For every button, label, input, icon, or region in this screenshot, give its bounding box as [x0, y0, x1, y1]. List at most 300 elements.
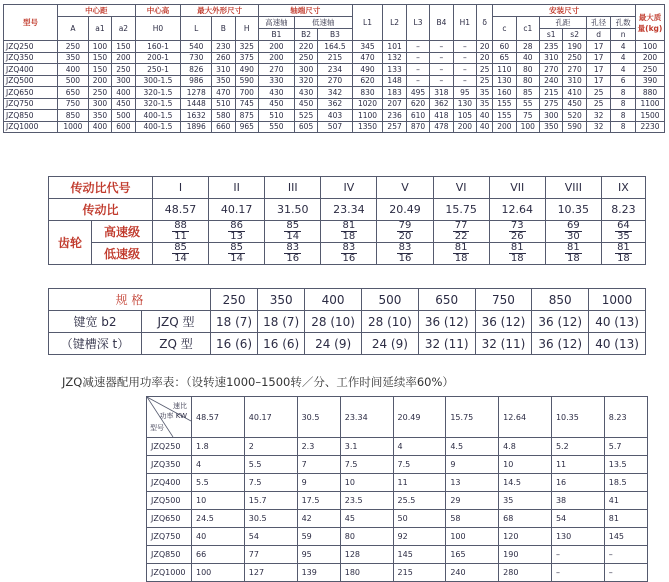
value-cell: 350: [212, 75, 235, 87]
ratio-value: 31.50: [265, 199, 321, 221]
power-cell: 11: [393, 474, 446, 492]
model-cell: JZQ500: [147, 492, 192, 510]
zq-value: 32 (11): [475, 333, 532, 355]
fraction: [397, 221, 414, 242]
value-cell: 148: [383, 75, 406, 87]
model-cell: JZQ500: [4, 75, 58, 87]
value-cell: 450: [112, 98, 135, 110]
high-gear-fraction: [321, 221, 377, 243]
table-row: [4, 52, 665, 64]
key-table: [48, 288, 646, 355]
value-cell: 215: [540, 87, 563, 99]
power-cell: 10: [340, 474, 393, 492]
ratio-header: 48.57: [192, 397, 245, 438]
ratio-code-label: 传动比代号: [49, 177, 153, 199]
value-cell: 236: [383, 110, 406, 122]
power-cell: 25.5: [393, 492, 446, 510]
fraction-numerator: 83: [398, 242, 412, 253]
value-cell: 133: [383, 64, 406, 76]
fraction: [397, 243, 414, 264]
value-cell: 870: [406, 121, 429, 133]
fraction: [228, 221, 245, 242]
value-cell: 65: [493, 52, 516, 64]
zq-value: 24 (9): [362, 333, 419, 355]
header-max-dims: 最大外形尺寸: [181, 5, 259, 17]
value-cell: –: [406, 75, 429, 87]
spec-value: 1000: [589, 289, 646, 311]
power-cell: 127: [244, 564, 297, 582]
value-cell: 95: [453, 87, 476, 99]
key-width-label: 键宽 b2: [49, 311, 142, 333]
value-cell: 250: [112, 64, 135, 76]
model-cell: JZQ750: [147, 528, 192, 546]
fraction-denominator: 16: [286, 253, 300, 264]
value-cell: 1896: [181, 121, 212, 133]
value-cell: 875: [235, 110, 258, 122]
value-cell: 32: [586, 121, 610, 133]
model-cell: JZQ850: [4, 110, 58, 122]
value-cell: 25: [477, 75, 493, 87]
model-cell: JZQ250: [147, 438, 192, 456]
power-cell: 92: [393, 528, 446, 546]
ratio-code: V: [377, 177, 433, 199]
value-cell: 750: [58, 98, 89, 110]
ratio-value: 48.57: [153, 199, 209, 221]
corner-power-text: 功率: [159, 412, 174, 420]
value-cell: 1278: [181, 87, 212, 99]
value-cell: 350: [88, 110, 111, 122]
value-cell: 17: [586, 41, 610, 53]
value-cell: 270: [540, 64, 563, 76]
value-cell: 300: [540, 110, 563, 122]
power-cell: –: [604, 546, 647, 564]
value-cell: 550: [258, 121, 294, 133]
value-cell: 700: [235, 87, 258, 99]
power-cell: 95: [297, 546, 340, 564]
header-center-distance: 中心距: [58, 5, 136, 17]
fraction: [453, 221, 470, 242]
power-cell: 5.5: [192, 474, 245, 492]
header-a2: a2: [112, 17, 135, 41]
corner-power-label: [160, 411, 188, 421]
header-L2: L2: [383, 5, 406, 41]
value-cell: 100: [636, 41, 665, 53]
power-cell: –: [551, 564, 604, 582]
value-cell: 101: [383, 41, 406, 53]
value-cell: 490: [235, 64, 258, 76]
model-cell: JZQ400: [147, 474, 192, 492]
power-cell: 66: [192, 546, 245, 564]
value-cell: 520: [563, 110, 586, 122]
table-row: [4, 75, 665, 87]
power-cell: 24.5: [192, 510, 245, 528]
value-cell: 1020: [352, 98, 383, 110]
value-cell: 320-1.5: [135, 98, 181, 110]
fraction-numerator: 81: [342, 220, 356, 231]
value-cell: 730: [181, 52, 212, 64]
header-H: H: [235, 17, 258, 41]
value-cell: 130: [453, 98, 476, 110]
value-cell: 325: [235, 41, 258, 53]
value-cell: 105: [453, 110, 476, 122]
header-delta: δ: [477, 5, 493, 41]
power-cell: 17.5: [297, 492, 340, 510]
fraction-denominator: 18: [617, 253, 630, 264]
header-L1: L1: [352, 5, 383, 41]
value-cell: 470: [352, 52, 383, 64]
header-L3: L3: [406, 5, 429, 41]
value-cell: –: [430, 75, 453, 87]
value-cell: 610: [406, 110, 429, 122]
value-cell: 430: [294, 87, 317, 99]
fraction-numerator: 85: [230, 242, 244, 253]
power-cell: 68: [499, 510, 552, 528]
jzq-value: 40 (13): [589, 311, 646, 333]
power-cell: 40: [192, 528, 245, 546]
fraction: [228, 243, 245, 264]
model-cell: JZQ850: [147, 546, 192, 564]
high-gear-fraction: [377, 221, 433, 243]
table-row: [147, 510, 648, 528]
low-gear-fraction: [321, 243, 377, 265]
header-L: L: [181, 17, 212, 41]
value-cell: 80: [516, 75, 539, 87]
power-cell: 139: [297, 564, 340, 582]
spec-value: 400: [305, 289, 362, 311]
power-cell: 240: [446, 564, 499, 582]
power-cell: 145: [604, 528, 647, 546]
value-cell: 2230: [636, 121, 665, 133]
fraction-numerator: 73: [510, 220, 524, 231]
header-B: B: [212, 17, 235, 41]
header-hole-distance: 孔距: [540, 17, 587, 29]
power-cell: 10: [499, 456, 552, 474]
header-center-height: 中心高: [135, 5, 181, 17]
zq-value: 36 (12): [532, 333, 589, 355]
ratio-header: 40.17: [244, 397, 297, 438]
value-cell: 183: [383, 87, 406, 99]
power-cell: 54: [244, 528, 297, 546]
power-cell: 11: [551, 456, 604, 474]
value-cell: 40: [516, 52, 539, 64]
dimensions-table: [3, 4, 665, 133]
value-cell: 745: [235, 98, 258, 110]
value-cell: 525: [294, 110, 317, 122]
fraction: [284, 243, 301, 264]
power-table-corner: [147, 397, 192, 438]
power-cell: 100: [192, 564, 245, 582]
fraction-denominator: 14: [230, 253, 244, 264]
power-cell: 18.5: [604, 474, 647, 492]
header-n: n: [611, 29, 636, 41]
fraction: [453, 243, 470, 264]
value-cell: 130: [493, 75, 516, 87]
fraction-denominator: 18: [454, 253, 468, 264]
value-cell: 430: [258, 87, 294, 99]
power-cell: 5.5: [244, 456, 297, 474]
value-cell: 155: [493, 98, 516, 110]
spec-value: 750: [475, 289, 532, 311]
power-cell: 4: [393, 438, 446, 456]
header-B2: B2: [294, 29, 317, 41]
value-cell: –: [453, 75, 476, 87]
ratio-code: VII: [489, 177, 545, 199]
ratio-table: [48, 176, 646, 265]
value-cell: 100: [516, 121, 539, 133]
value-cell: 500: [112, 110, 135, 122]
header-H0: H0: [135, 17, 181, 41]
value-cell: 164.5: [318, 41, 352, 53]
fraction-denominator: 13: [230, 231, 244, 242]
corner-unit-text: KW: [175, 412, 187, 420]
power-cell: 30.5: [244, 510, 297, 528]
value-cell: 35: [477, 87, 493, 99]
value-cell: 400: [58, 64, 89, 76]
power-cell: 145: [393, 546, 446, 564]
table-row: [4, 87, 665, 99]
value-cell: 540: [181, 41, 212, 53]
high-gear-fraction: [545, 221, 601, 243]
power-cell: 45: [340, 510, 393, 528]
value-cell: 1000: [58, 121, 89, 133]
value-cell: 28: [516, 41, 539, 53]
fraction-numerator: 83: [342, 242, 356, 253]
table-row: [147, 492, 648, 510]
header-A: A: [58, 17, 89, 41]
value-cell: 17: [586, 75, 610, 87]
value-cell: 275: [540, 98, 563, 110]
ratio-value: 23.34: [321, 199, 377, 221]
power-cell: 15.7: [244, 492, 297, 510]
value-cell: 400-1.5: [135, 121, 181, 133]
power-cell: 29: [446, 492, 499, 510]
value-cell: 660: [212, 121, 235, 133]
value-cell: 8: [611, 110, 636, 122]
value-cell: 200: [453, 121, 476, 133]
value-cell: 80: [516, 64, 539, 76]
value-cell: 450: [563, 98, 586, 110]
ratio-value: 10.35: [545, 199, 601, 221]
value-cell: 8: [611, 87, 636, 99]
model-cell: JZQ1000: [147, 564, 192, 582]
value-cell: 470: [212, 87, 235, 99]
value-cell: –: [430, 41, 453, 53]
fraction-denominator: 16: [398, 253, 412, 264]
value-cell: 200: [636, 52, 665, 64]
power-cell: 7.5: [244, 474, 297, 492]
value-cell: 8: [611, 121, 636, 133]
value-cell: 350: [58, 52, 89, 64]
value-cell: 150: [88, 52, 111, 64]
value-cell: 100: [88, 41, 111, 53]
value-cell: 300: [112, 75, 135, 87]
value-cell: 600: [112, 121, 135, 133]
value-cell: 400: [88, 121, 111, 133]
value-cell: 200: [493, 121, 516, 133]
value-cell: 220: [294, 41, 317, 53]
value-cell: 450: [294, 98, 317, 110]
power-cell: 42: [297, 510, 340, 528]
value-cell: 965: [235, 121, 258, 133]
power-cell: 130: [551, 528, 604, 546]
key-depth-label: （键槽深 t）: [49, 333, 142, 355]
value-cell: 510: [258, 110, 294, 122]
fraction: [172, 221, 189, 242]
power-cell: 10: [192, 492, 245, 510]
zq-type-label: ZQ 型: [142, 333, 211, 355]
power-cell: 41: [604, 492, 647, 510]
power-cell: 190: [499, 546, 552, 564]
model-cell: JZQ650: [4, 87, 58, 99]
value-cell: 200: [112, 52, 135, 64]
high-gear-fraction: [433, 221, 489, 243]
power-cell: 59: [297, 528, 340, 546]
fraction-numerator: 81: [566, 242, 580, 253]
power-cell: 9: [297, 474, 340, 492]
value-cell: 155: [493, 110, 516, 122]
model-cell: JZQ400: [4, 64, 58, 76]
model-cell: JZQ750: [4, 98, 58, 110]
power-cell: –: [604, 564, 647, 582]
value-cell: 310: [540, 52, 563, 64]
power-cell: 23.5: [340, 492, 393, 510]
power-cell: 9: [446, 456, 499, 474]
corner-model-label: 型号: [150, 424, 164, 432]
value-cell: 320: [294, 75, 317, 87]
value-cell: 345: [352, 41, 383, 53]
table-row: [147, 528, 648, 546]
header-hole-count: 孔数: [611, 17, 636, 29]
low-speed-label: 低速级: [92, 243, 153, 265]
ratio-value: 40.17: [209, 199, 265, 221]
ratio-header: 10.35: [551, 397, 604, 438]
power-cell: 215: [393, 564, 446, 582]
fraction: [172, 243, 189, 264]
table-row: [4, 110, 665, 122]
power-cell: 13.5: [604, 456, 647, 474]
value-cell: 1100: [352, 110, 383, 122]
power-cell: 3.1: [340, 438, 393, 456]
value-cell: –: [453, 41, 476, 53]
fraction-numerator: 81: [510, 242, 524, 253]
value-cell: 200: [258, 52, 294, 64]
table-row: [147, 456, 648, 474]
value-cell: 590: [563, 121, 586, 133]
value-cell: 350: [540, 121, 563, 133]
value-cell: 200: [258, 41, 294, 53]
fraction-denominator: 30: [566, 231, 580, 242]
spec-label: 规 格: [49, 289, 211, 311]
ratio-code: IX: [601, 177, 645, 199]
value-cell: 150: [112, 41, 135, 53]
fraction-denominator: 11: [174, 231, 187, 242]
fraction-numerator: 85: [286, 220, 300, 231]
fraction-denominator: 16: [342, 253, 356, 264]
value-cell: 320-1.5: [135, 87, 181, 99]
fraction-numerator: 79: [398, 220, 412, 231]
value-cell: 310: [563, 75, 586, 87]
value-cell: 160: [493, 87, 516, 99]
header-low-shaft: 低速轴: [294, 17, 352, 29]
value-cell: 85: [516, 87, 539, 99]
value-cell: 20: [477, 52, 493, 64]
value-cell: 500: [58, 75, 89, 87]
jzq-value: 36 (12): [532, 311, 589, 333]
fraction-numerator: 86: [230, 220, 244, 231]
ratio-code: III: [265, 177, 321, 199]
header-c: c: [493, 17, 516, 41]
value-cell: 400-1.5: [135, 110, 181, 122]
header-high-shaft: 高速轴: [258, 17, 294, 29]
model-cell: JZQ350: [147, 456, 192, 474]
value-cell: –: [406, 64, 429, 76]
fraction: [509, 243, 526, 264]
value-cell: 200: [88, 75, 111, 87]
fraction-denominator: 18: [510, 253, 524, 264]
power-cell: 7.5: [393, 456, 446, 474]
power-cell: 180: [340, 564, 393, 582]
value-cell: 250: [563, 52, 586, 64]
zq-value: 24 (9): [305, 333, 362, 355]
power-cell: 5.7: [604, 438, 647, 456]
value-cell: 507: [318, 121, 352, 133]
table-row: [4, 64, 665, 76]
value-cell: 260: [212, 52, 235, 64]
table-row: [4, 121, 665, 133]
ratio-header: 30.5: [297, 397, 340, 438]
fraction-numerator: 69: [566, 220, 580, 231]
jzq-value: 28 (10): [362, 311, 419, 333]
value-cell: 17: [586, 52, 610, 64]
value-cell: 190: [563, 41, 586, 53]
table-row: [147, 438, 648, 456]
low-gear-fraction: [601, 243, 645, 265]
ratio-header: 12.64: [499, 397, 552, 438]
table-row: [4, 98, 665, 110]
spec-value: 650: [418, 289, 475, 311]
value-cell: 250: [58, 41, 89, 53]
ratio-value: 15.75: [433, 199, 489, 221]
value-cell: 25: [586, 98, 610, 110]
value-cell: 270: [563, 64, 586, 76]
power-cell: 38: [551, 492, 604, 510]
power-cell: 58: [446, 510, 499, 528]
fraction-denominator: 22: [454, 231, 468, 242]
value-cell: 8: [611, 98, 636, 110]
fraction-numerator: 88: [174, 220, 187, 231]
power-cell: 1.8: [192, 438, 245, 456]
value-cell: –: [406, 41, 429, 53]
value-cell: 490: [352, 64, 383, 76]
ratio-code: II: [209, 177, 265, 199]
jzq-value: 36 (12): [475, 311, 532, 333]
jzq-value: 18 (7): [258, 311, 305, 333]
ratio-header: 20.49: [393, 397, 446, 438]
value-cell: 132: [383, 52, 406, 64]
gear-label: 齿轮: [49, 221, 92, 265]
table-row: [147, 474, 648, 492]
value-cell: 620: [406, 98, 429, 110]
high-gear-fraction: [153, 221, 209, 243]
fraction-denominator: 18: [342, 231, 356, 242]
value-cell: 330: [258, 75, 294, 87]
value-cell: 250: [88, 87, 111, 99]
power-cell: 100: [446, 528, 499, 546]
ratio-code: VI: [433, 177, 489, 199]
low-gear-fraction: [545, 243, 601, 265]
power-cell: 2.3: [297, 438, 340, 456]
fraction-denominator: 14: [174, 253, 187, 264]
